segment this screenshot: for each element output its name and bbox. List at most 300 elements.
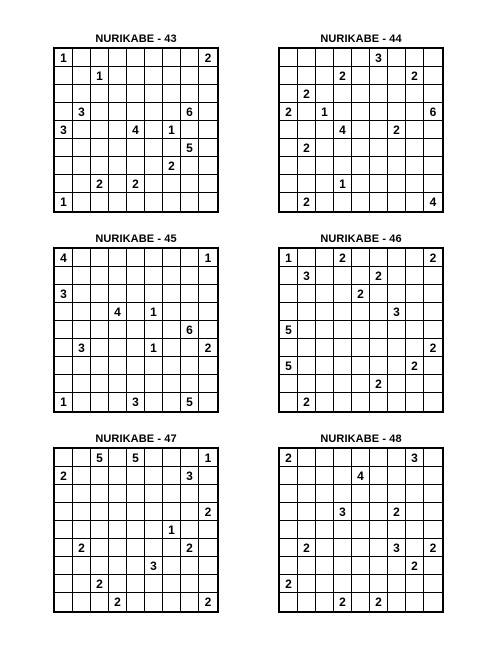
grid-cell — [145, 175, 163, 193]
grid-cell: 3 — [73, 339, 91, 357]
grid-cell — [424, 393, 442, 411]
grid-cell — [127, 375, 145, 393]
grid-cell — [109, 503, 127, 521]
grid-cell — [145, 103, 163, 121]
grid-cell — [352, 175, 370, 193]
grid-cell — [406, 103, 424, 121]
grid-cell — [316, 375, 334, 393]
puzzle-44 — [278, 31, 444, 213]
grid-cell — [181, 339, 199, 357]
grid-cell: 1 — [163, 121, 181, 139]
grid-cell — [406, 467, 424, 485]
grid-cell: 2 — [370, 593, 388, 611]
grid-cell — [316, 121, 334, 139]
grid-cell — [298, 249, 316, 267]
grid-cell — [352, 593, 370, 611]
grid-cell — [352, 485, 370, 503]
puzzle-title: NURIKABE - 47 — [95, 433, 177, 445]
grid-cell — [352, 339, 370, 357]
grid-cell: 3 — [181, 467, 199, 485]
grid-cell — [406, 303, 424, 321]
grid-cell: 2 — [199, 503, 217, 521]
grid-cell — [109, 557, 127, 575]
grid-cell — [91, 139, 109, 157]
grid-cell — [298, 321, 316, 339]
grid-cell — [73, 485, 91, 503]
grid-cell — [163, 339, 181, 357]
grid-cell — [145, 85, 163, 103]
grid-cell — [334, 449, 352, 467]
grid-cell — [298, 49, 316, 67]
grid-cell — [280, 303, 298, 321]
grid-cell — [406, 285, 424, 303]
grid-cell — [55, 357, 73, 375]
grid-cell — [424, 49, 442, 67]
grid-cell — [127, 303, 145, 321]
grid-cell: 2 — [280, 449, 298, 467]
grid-cell — [298, 303, 316, 321]
grid-cell — [91, 193, 109, 211]
grid-cell: 4 — [55, 249, 73, 267]
grid-cell — [298, 175, 316, 193]
grid-cell: 3 — [55, 121, 73, 139]
grid-cell — [109, 175, 127, 193]
grid-cell — [388, 175, 406, 193]
grid-cell — [424, 85, 442, 103]
grid-cell — [406, 249, 424, 267]
grid-cell — [109, 321, 127, 339]
grid-cell — [334, 339, 352, 357]
grid-cell — [424, 303, 442, 321]
grid-cell: 1 — [163, 521, 181, 539]
puzzle-48 — [278, 431, 444, 613]
grid-cell: 2 — [352, 285, 370, 303]
grid-cell — [316, 267, 334, 285]
grid-cell: 2 — [181, 539, 199, 557]
grid-cell — [388, 285, 406, 303]
grid-cell — [145, 485, 163, 503]
grid-cell — [388, 393, 406, 411]
grid-cell — [73, 303, 91, 321]
grid-cell — [199, 375, 217, 393]
grid-cell — [199, 121, 217, 139]
grid-cell — [73, 593, 91, 611]
grid-cell — [352, 249, 370, 267]
grid-cell — [424, 557, 442, 575]
grid-cell — [91, 85, 109, 103]
grid-cell — [280, 85, 298, 103]
puzzle-grid — [278, 47, 444, 213]
grid-cell — [388, 449, 406, 467]
puzzle-title: NURIKABE - 44 — [320, 33, 402, 45]
grid-cell — [424, 593, 442, 611]
grid-cell: 1 — [55, 193, 73, 211]
grid-cell: 4 — [334, 121, 352, 139]
grid-cell — [334, 575, 352, 593]
grid-cell: 1 — [334, 175, 352, 193]
grid-cell — [73, 157, 91, 175]
grid-cell — [109, 393, 127, 411]
grid-cell — [163, 285, 181, 303]
grid-cell — [352, 503, 370, 521]
grid-cell — [406, 503, 424, 521]
grid-cell — [145, 375, 163, 393]
grid-cell: 4 — [429, 195, 437, 209]
grid-cell — [73, 175, 91, 193]
grid-cell — [388, 357, 406, 375]
grid-cell — [181, 157, 199, 175]
grid-cell — [298, 67, 316, 85]
grid-cell — [280, 157, 298, 175]
grid-cell: 2 — [424, 539, 442, 557]
grid-cell — [298, 521, 316, 539]
grid-cell — [298, 593, 316, 611]
grid-cell — [316, 285, 334, 303]
grid-cell — [298, 157, 316, 175]
grid-cell — [280, 67, 298, 85]
grid-cell — [280, 339, 298, 357]
grid-cell: 3 — [406, 449, 424, 467]
puzzle-grid — [53, 447, 219, 613]
puzzle-title: NURIKABE - 48 — [320, 433, 402, 445]
grid-cell — [199, 85, 217, 103]
grid-cell — [181, 49, 199, 67]
grid-cell — [109, 449, 127, 467]
grid-cell: 2 — [388, 503, 406, 521]
grid-cell — [298, 467, 316, 485]
grid-cell — [109, 139, 127, 157]
grid-cell — [91, 393, 109, 411]
grid-cell — [145, 285, 163, 303]
grid-cell — [199, 157, 217, 175]
grid-cell — [370, 175, 388, 193]
grid-cell — [352, 303, 370, 321]
grid-cell: 2 — [370, 375, 388, 393]
grid-cell — [388, 49, 406, 67]
grid-cell — [145, 539, 163, 557]
grid-cell — [298, 485, 316, 503]
grid-cell — [316, 339, 334, 357]
grid-cell — [406, 193, 424, 211]
grid-cell — [145, 321, 163, 339]
grid-cell — [127, 521, 145, 539]
grid-cell — [127, 339, 145, 357]
grid-cell — [370, 285, 388, 303]
grid-cell — [163, 67, 181, 85]
grid-cell — [145, 503, 163, 521]
grid-cell — [388, 139, 406, 157]
grid-cell — [316, 175, 334, 193]
grid-cell — [109, 375, 127, 393]
grid-cell — [127, 67, 145, 85]
grid-cell — [406, 575, 424, 593]
grid-cell — [334, 157, 352, 175]
grid-cell — [406, 85, 424, 103]
grid-cell — [280, 175, 298, 193]
grid-cell — [127, 503, 145, 521]
grid-cell — [334, 139, 352, 157]
grid-cell — [388, 67, 406, 85]
grid-cell — [199, 521, 217, 539]
grid-cell — [145, 575, 163, 593]
grid-cell — [91, 121, 109, 139]
grid-cell — [370, 575, 388, 593]
grid-cell: 5 — [181, 139, 199, 157]
grid-cell — [91, 539, 109, 557]
grid-cell — [406, 321, 424, 339]
grid-cell — [424, 485, 442, 503]
grid-cell: 2 — [334, 249, 352, 267]
grid-cell: 3 — [127, 393, 145, 411]
grid-cell — [163, 485, 181, 503]
grid-cell — [127, 85, 145, 103]
grid-cell — [280, 593, 298, 611]
grid-cell — [163, 449, 181, 467]
grid-cell — [55, 85, 73, 103]
grid-cell — [163, 467, 181, 485]
grid-cell — [424, 285, 442, 303]
grid-cell: 2 — [298, 85, 316, 103]
grid-cell — [370, 193, 388, 211]
grid-cell — [298, 449, 316, 467]
grid-cell — [199, 357, 217, 375]
grid-cell — [181, 575, 199, 593]
grid-cell — [163, 103, 181, 121]
grid-cell — [334, 485, 352, 503]
grid-cell — [316, 157, 334, 175]
grid-cell — [145, 49, 163, 67]
grid-cell — [406, 49, 424, 67]
grid-cell — [163, 321, 181, 339]
grid-cell — [73, 285, 91, 303]
grid-cell — [55, 557, 73, 575]
grid-cell — [181, 357, 199, 375]
grid-cell — [127, 103, 145, 121]
grid-cell — [406, 175, 424, 193]
grid-cell — [127, 593, 145, 611]
grid-cell — [298, 503, 316, 521]
grid-cell — [127, 467, 145, 485]
grid-cell — [406, 267, 424, 285]
grid-cell: 2 — [424, 339, 442, 357]
grid-cell — [370, 357, 388, 375]
grid-cell — [163, 539, 181, 557]
grid-cell — [55, 67, 73, 85]
grid-cell — [181, 85, 199, 103]
grid-cell: 3 — [370, 49, 388, 67]
grid-cell — [406, 139, 424, 157]
grid-cell — [199, 193, 217, 211]
grid-cell: 2 — [298, 393, 316, 411]
grid-cell — [370, 521, 388, 539]
grid-cell — [334, 467, 352, 485]
grid-cell — [163, 175, 181, 193]
grid-cell: 1 — [145, 339, 163, 357]
grid-cell — [352, 375, 370, 393]
grid-cell — [424, 467, 442, 485]
grid-cell — [181, 485, 199, 503]
grid-cell: 2 — [55, 467, 73, 485]
grid-cell — [145, 267, 163, 285]
grid-cell — [316, 485, 334, 503]
grid-cell — [334, 85, 352, 103]
grid-cell — [406, 375, 424, 393]
grid-cell — [280, 121, 298, 139]
grid-cell — [352, 539, 370, 557]
grid-cell: 5 — [280, 357, 298, 375]
grid-cell — [370, 539, 388, 557]
grid-cell — [316, 49, 334, 67]
grid-cell — [73, 67, 91, 85]
grid-cell: 5 — [127, 449, 145, 467]
grid-cell — [406, 485, 424, 503]
puzzle-grid — [278, 247, 444, 413]
grid-cell: 1 — [91, 67, 109, 85]
grid-cell — [73, 575, 91, 593]
grid-cell — [199, 485, 217, 503]
grid-cell — [109, 67, 127, 85]
grid-cell — [388, 321, 406, 339]
grid-cell: 3 — [145, 557, 163, 575]
grid-cell — [370, 67, 388, 85]
grid-cell — [127, 557, 145, 575]
grid-cell — [199, 67, 217, 85]
grid-cell — [298, 375, 316, 393]
grid-cell — [181, 193, 199, 211]
grid-cell: 1 — [316, 103, 334, 121]
grid-cell — [181, 449, 199, 467]
grid-cell — [280, 139, 298, 157]
grid-cell — [127, 285, 145, 303]
grid-cell: 5 — [280, 321, 298, 339]
grid-cell — [280, 267, 298, 285]
grid-cell — [298, 575, 316, 593]
grid-cell — [424, 67, 442, 85]
grid-cell — [127, 267, 145, 285]
grid-cell: 2 — [91, 175, 109, 193]
grid-cell: 1 — [199, 249, 217, 267]
grid-cell — [406, 393, 424, 411]
grid-cell — [109, 285, 127, 303]
grid-cell — [73, 449, 91, 467]
grid-cell — [73, 467, 91, 485]
grid-cell — [55, 575, 73, 593]
grid-cell — [145, 393, 163, 411]
grid-cell — [73, 121, 91, 139]
grid-cell — [73, 557, 91, 575]
grid-cell — [145, 249, 163, 267]
grid-cell: 2 — [298, 139, 316, 157]
grid-cell — [163, 393, 181, 411]
grid-cell — [280, 375, 298, 393]
grid-cell: 1 — [55, 49, 73, 67]
grid-cell: 1 — [199, 449, 217, 467]
grid-cell — [199, 539, 217, 557]
grid-cell: 2 — [199, 49, 217, 67]
grid-cell — [145, 521, 163, 539]
grid-cell — [73, 375, 91, 393]
grid-cell — [352, 193, 370, 211]
grid-cell — [298, 339, 316, 357]
grid-cell — [352, 49, 370, 67]
grid-cell — [181, 249, 199, 267]
grid-cell — [109, 193, 127, 211]
puzzle-grid — [278, 447, 444, 613]
grid-cell — [352, 393, 370, 411]
grid-cell: 6 — [181, 321, 199, 339]
grid-cell — [298, 121, 316, 139]
grid-cell — [163, 249, 181, 267]
grid-cell — [55, 539, 73, 557]
grid-cell — [127, 49, 145, 67]
grid-cell — [91, 249, 109, 267]
grid-cell — [181, 521, 199, 539]
grid-cell — [91, 593, 109, 611]
grid-cell: 4 — [352, 467, 370, 485]
grid-cell — [127, 157, 145, 175]
grid-cell — [163, 593, 181, 611]
grid-cell — [316, 303, 334, 321]
grid-cell — [181, 303, 199, 321]
grid-cell — [370, 139, 388, 157]
grid-cell — [55, 157, 73, 175]
grid-cell — [370, 557, 388, 575]
grid-cell — [55, 485, 73, 503]
grid-cell — [91, 339, 109, 357]
grid-cell — [91, 103, 109, 121]
grid-cell — [316, 67, 334, 85]
grid-cell — [352, 321, 370, 339]
grid-cell — [406, 157, 424, 175]
grid-cell: 1 — [55, 393, 73, 411]
grid-cell — [424, 503, 442, 521]
grid-cell — [280, 193, 298, 211]
grid-cell — [55, 521, 73, 539]
grid-cell — [181, 267, 199, 285]
grid-cell — [145, 193, 163, 211]
grid-cell — [316, 593, 334, 611]
grid-cell: 6 — [424, 103, 442, 121]
grid-cell — [91, 267, 109, 285]
grid-cell — [109, 267, 127, 285]
grid-cell — [406, 593, 424, 611]
puzzle-grid — [53, 247, 219, 413]
grid-cell — [388, 467, 406, 485]
grid-cell — [280, 557, 298, 575]
grid-cell — [109, 103, 127, 121]
grid-cell — [316, 139, 334, 157]
grid-cell — [73, 49, 91, 67]
puzzle-45 — [53, 231, 219, 413]
grid-cell — [316, 575, 334, 593]
grid-cell — [388, 521, 406, 539]
grid-cell — [316, 557, 334, 575]
grid-cell — [280, 393, 298, 411]
grid-cell — [424, 139, 442, 157]
grid-cell — [163, 503, 181, 521]
grid-cell — [316, 193, 334, 211]
grid-cell — [406, 521, 424, 539]
grid-cell — [145, 67, 163, 85]
grid-cell — [181, 557, 199, 575]
grid-cell — [334, 193, 352, 211]
grid-cell — [388, 193, 406, 211]
grid-cell — [370, 103, 388, 121]
grid-cell — [145, 157, 163, 175]
grid-cell — [424, 449, 442, 467]
grid-cell: 2 — [334, 593, 352, 611]
puzzle-43 — [53, 31, 219, 213]
